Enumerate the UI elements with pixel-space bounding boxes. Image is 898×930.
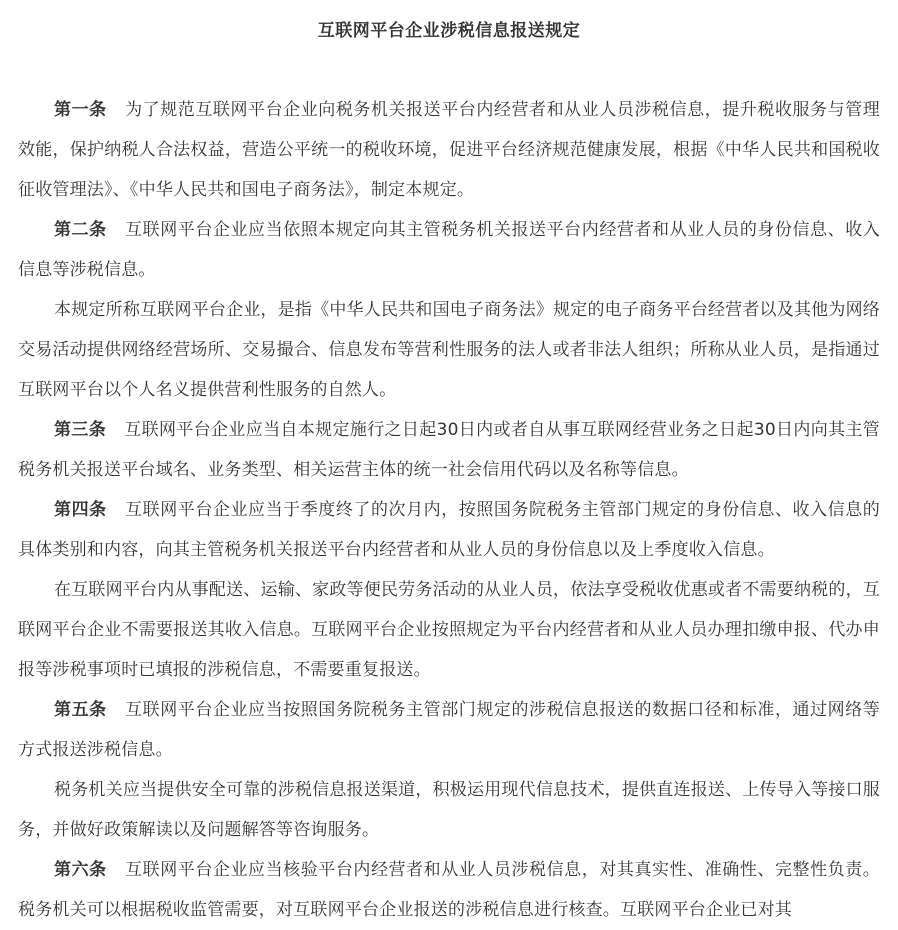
paragraph-text: 互联网平台企业应当按照国务院税务主管部门规定的涉税信息报送的数据口径和标准，通过网络等方式报送涉税信息。 bbox=[18, 700, 880, 760]
paragraph-text: 互联网平台企业应当核验平台内经营者和从业人员涉税信息，对其真实性、准确性、完整性负责。税务机关可以根据税收监管需要，对互联网平台企业报送的涉税信息进行核查。互联网平台企业已对其 bbox=[18, 860, 880, 920]
document-body bbox=[18, 90, 880, 930]
article-number: 第一条 bbox=[54, 100, 107, 120]
article-2-continuation-paragraph bbox=[18, 290, 880, 410]
paragraph-text: 本规定所称互联网平台企业，是指《中华人民共和国电子商务法》规定的电子商务平台经营者以及其他为网络交易活动提供网络经营场所、交易撮合、信息发布等营利性服务的法人或者非法人组织；所称从业人员，是指通过互联网平台以个人名义提供营利性服务的自然人。 bbox=[18, 300, 880, 400]
paragraph-text: 互联网平台企业应当自本规定施行之日起30日内或者自从事互联网经营业务之日起30日内向其主管税务机关报送平台域名、业务类型、相关运营主体的统一社会信用代码以及名称等信息。 bbox=[18, 420, 881, 480]
paragraph-text: 在互联网平台内从事配送、运输、家政等便民劳务活动的从业人员，依法享受税收优惠或者不需要纳税的，互联网平台企业不需要报送其收入信息。互联网平台企业按照规定为平台内经营者和从业人员办理扣缴申报、代办申报等涉税事项时已填报的涉税信息，不需要重复报送。 bbox=[18, 580, 880, 680]
article-number: 第四条 bbox=[54, 500, 107, 520]
article-2-paragraph bbox=[18, 210, 880, 290]
article-number: 第三条 bbox=[54, 420, 107, 440]
article-5-continuation-paragraph bbox=[18, 770, 880, 850]
paragraph-text: 互联网平台企业应当于季度终了的次月内，按照国务院税务主管部门规定的身份信息、收入信息的具体类别和内容，向其主管税务机关报送平台内经营者和从业人员的身份信息以及上季度收入信息。 bbox=[18, 500, 880, 560]
document bbox=[18, 0, 880, 930]
article-5-paragraph bbox=[18, 690, 880, 770]
article-3-paragraph bbox=[18, 410, 880, 490]
document-title: 互联网平台企业涉税信息报送规定 bbox=[317, 21, 581, 41]
article-number: 第六条 bbox=[54, 860, 107, 880]
article-number: 第五条 bbox=[54, 700, 107, 720]
article-4-paragraph bbox=[18, 490, 880, 570]
paragraph-text: 税务机关应当提供安全可靠的涉税信息报送渠道，积极运用现代信息技术，提供直连报送、上传导入等接口服务，并做好政策解读以及问题解答等咨询服务。 bbox=[18, 780, 880, 840]
article-1-paragraph bbox=[18, 90, 880, 210]
paragraph-text: 为了规范互联网平台企业向税务机关报送平台内经营者和从业人员涉税信息，提升税收服务与管理效能，保护纳税人合法权益，营造公平统一的税收环境，促进平台经济规范健康发展，根据《中华人民共和国税收征收管理法》、《中华人民共和国电子商务法》，制定本规定。 bbox=[18, 100, 880, 200]
article-4-continuation-paragraph bbox=[18, 570, 880, 690]
paragraph-text: 互联网平台企业应当依照本规定向其主管税务机关报送平台内经营者和从业人员的身份信息、收入信息等涉税信息。 bbox=[18, 220, 880, 280]
article-6-paragraph bbox=[18, 850, 880, 930]
article-number: 第二条 bbox=[54, 220, 107, 240]
